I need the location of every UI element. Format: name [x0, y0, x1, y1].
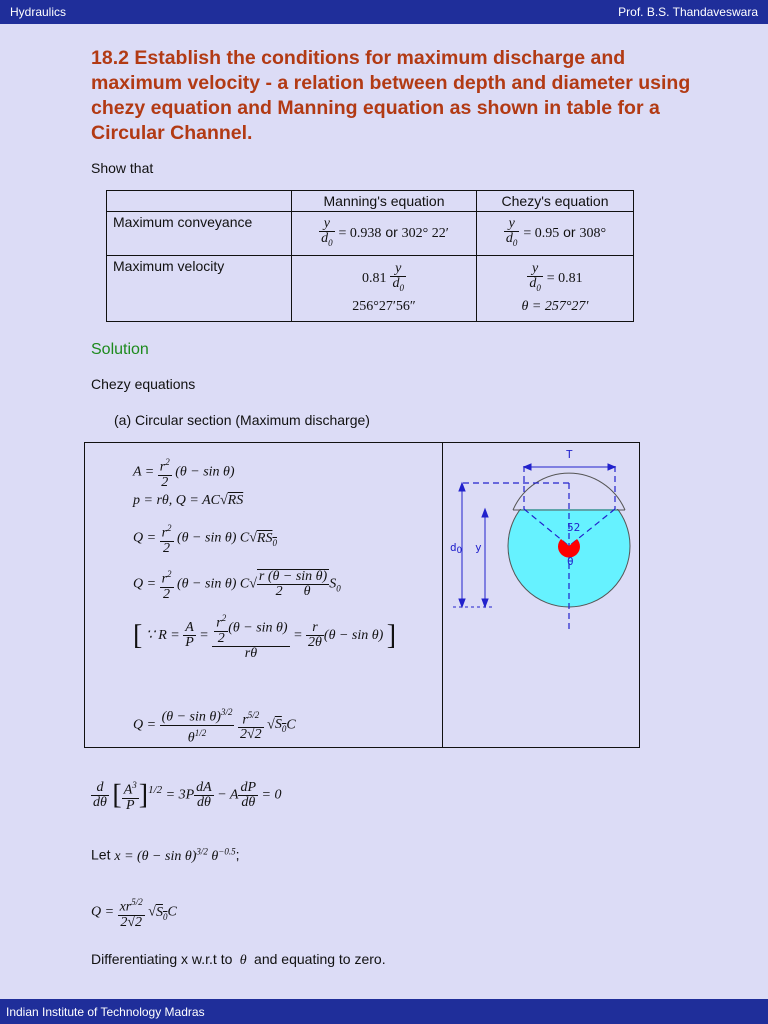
manning-velocity-cell: 0.81 $\frac{y}{d_0}$ 256°27′56″	[292, 256, 477, 322]
let-statement: Let $x = (\theta - \sin \theta)^{3/2}$ $\theta^{-0.5}$;	[91, 846, 240, 864]
chezy-velocity-cell: $\frac{y}{d_0}$ = 0.81 θ = 257°27′	[477, 256, 634, 322]
discharge-equation-3: Q = $\frac{(\theta - \sin \theta)^{3/2}}{\theta^{1/2}}$ $\frac{r^{5/2}}{2√2}$ $√S_0C$	[133, 707, 296, 746]
differentiating-text: Differentiating x w.r.t to θ and equating to zero.	[91, 951, 386, 968]
row-max-conveyance: Maximum conveyance	[107, 212, 292, 256]
discharge-in-x-equation: Q = $\frac{xr^{5/2}}{2√2}$ $√S_0C$	[91, 897, 177, 930]
institute-name: Indian Institute of Technology Madras	[6, 1004, 205, 1019]
footer-bar	[0, 999, 768, 1024]
perimeter-equation: p = rθ, Q = AC√RS	[133, 493, 244, 508]
label-T: T	[566, 448, 573, 461]
discharge-equation-2: Q = $\frac{r^2}{2}$ (θ − sin θ) C√ $\frac{\text{r (θ − sin θ)}}{2 \theta}$ $S_0$	[133, 569, 341, 602]
header-bar	[0, 0, 768, 24]
chezy-heading: Chezy equations	[91, 376, 196, 392]
case-a-heading: (a) Circular section (Maximum discharge)	[114, 412, 370, 428]
discharge-equation-1: Q = $\frac{r^2}{2}$ (θ − sin θ) $C√RS_0$	[133, 523, 277, 556]
area-equation: A = $\frac{r^2}{2}$ (θ − sin θ)	[133, 457, 235, 490]
label-angle: 52	[567, 521, 581, 534]
manning-header: Manning's equation	[292, 191, 477, 212]
label-y: y	[475, 541, 482, 554]
author-name: Prof. B.S. Thandaveswara	[618, 5, 758, 19]
row-max-velocity: Maximum velocity	[107, 256, 292, 322]
chezy-header: Chezy's equation	[477, 191, 634, 212]
label-theta: θ	[567, 555, 574, 568]
comparison-table	[106, 190, 634, 322]
course-title: Hydraulics	[10, 5, 67, 19]
chezy-conveyance-cell: $\frac{y}{d_0}$ = 0.95 or 308°	[477, 212, 634, 256]
show-that-text: Show that	[91, 160, 154, 176]
manning-conveyance-cell: $\frac{y}{d_0}$ = 0.938 or 302° 22′	[292, 212, 477, 256]
derivation-box	[84, 442, 640, 748]
hydraulic-radius-equation: [ ∵ R = $\frac{A}{P}$ = $\frac{r^2}{2}$ (θ − sin θ) rθ = $\frac{r}{2\theta}$ (θ − sin θ) ]	[133, 613, 397, 661]
problem-title: 18.2 Establish the conditions for maximum discharge and maximum velocity - a relation between depth and diameter using chezy equation and Manning equation as shown in table for a Circular Channel.	[91, 47, 691, 144]
solution-heading: Solution	[91, 341, 149, 358]
table-corner	[107, 191, 292, 212]
top-width-arrow	[524, 464, 615, 470]
depth-arrows	[453, 483, 493, 607]
circular-section-diagram	[443, 443, 639, 747]
derivative-equation: $\frac{d}{d\theta}$ [ $\frac{A^3}{P}$ ]$^{1/2}$ = 3P $\frac{dA}{d\theta}$ − A $\frac{dP}{d\theta}$ = 0	[93, 779, 282, 813]
label-d0: dO	[450, 541, 463, 556]
circular-section-svg	[443, 443, 639, 747]
